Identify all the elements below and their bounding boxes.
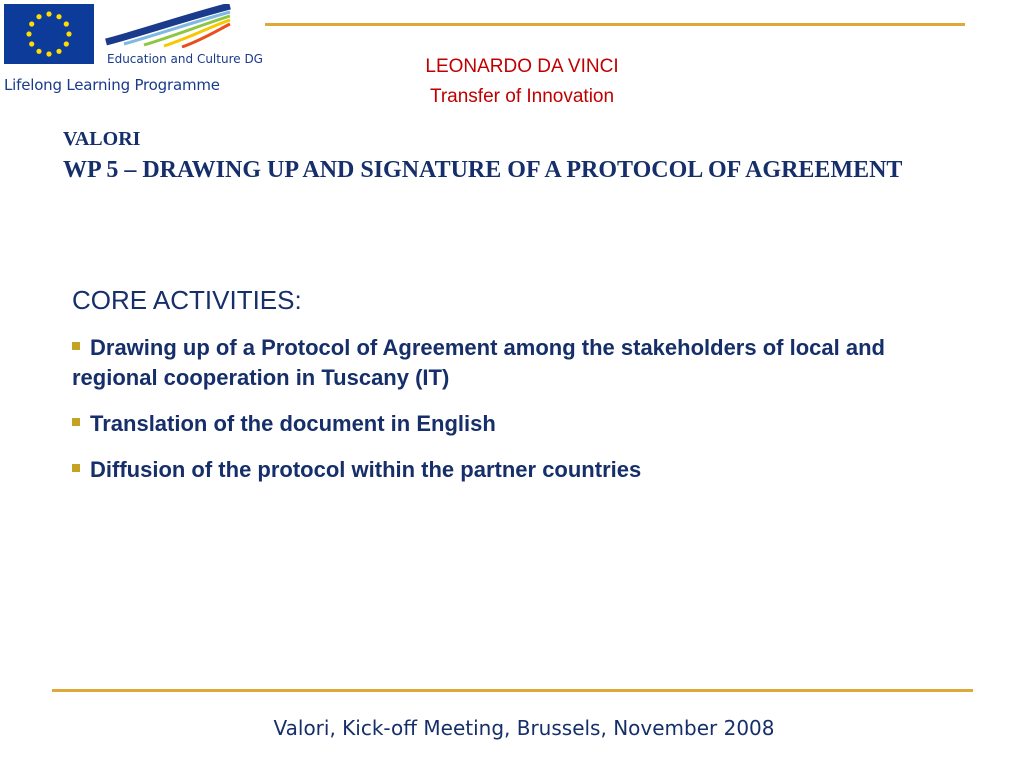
project-name: VALORI [63, 128, 141, 150]
bullet-text: Diffusion of the protocol within the partner countries [90, 457, 642, 482]
bullet-square-icon [72, 418, 80, 426]
slide-title [63, 124, 963, 186]
bullet-item [72, 409, 952, 439]
eu-programme-logo [0, 0, 263, 104]
program-name: LEONARDO DA VINCI [425, 56, 619, 77]
work-package-title: WP 5 – DRAWING UP AND SIGNATURE OF A PROTOCOL OF AGREEMENT [63, 157, 903, 183]
core-activities-heading: CORE ACTIVITIES: [72, 285, 302, 315]
bullet-item [72, 455, 952, 485]
bullet-square-icon [72, 342, 80, 350]
bullet-item [72, 333, 952, 393]
bottom-divider [52, 689, 973, 692]
bullet-text: Translation of the document in English [90, 411, 496, 436]
bullet-square-icon [72, 464, 80, 472]
content-area [72, 285, 952, 501]
logo-programme-label: Lifelong Learning Programme [4, 76, 220, 94]
bullet-text: Drawing up of a Protocol of Agreement among the stakeholders of local and regional cooperation in Tuscany (IT) [72, 335, 885, 390]
footer-text: Valori, Kick-off Meeting, Brussels, November 2008 [273, 716, 775, 740]
program-subtitle: Transfer of Innovation [429, 86, 615, 107]
eu-flag-icon [4, 4, 94, 64]
logo-dg-label: Education and Culture DG [107, 52, 263, 66]
swoosh-logo-icon [104, 4, 232, 48]
top-divider [265, 23, 965, 26]
